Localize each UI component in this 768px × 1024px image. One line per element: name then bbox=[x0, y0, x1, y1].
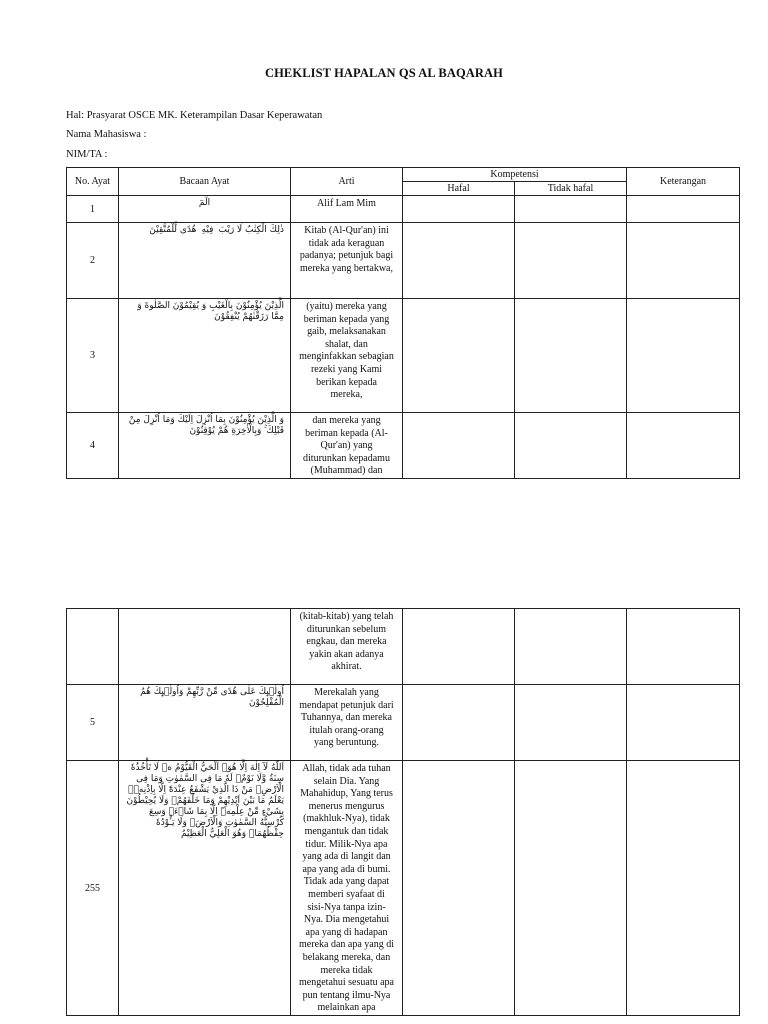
header-bacaan-ayat: Bacaan Ayat bbox=[119, 168, 291, 196]
tidak-hafal-cell[interactable] bbox=[515, 196, 627, 223]
table-row bbox=[67, 413, 740, 479]
nim-ta-label: NIM/TA : bbox=[66, 149, 108, 160]
ayat-number: 2 bbox=[67, 223, 119, 299]
header-arti: Arti bbox=[291, 168, 403, 196]
table-row bbox=[67, 761, 740, 1016]
translation-text: Merekalah yang mendapat petunjuk dari Tuhannya, dan mereka itulah orang-orang yang beruntung. bbox=[291, 685, 403, 761]
hafal-cell[interactable] bbox=[403, 685, 515, 761]
tidak-hafal-cell[interactable] bbox=[515, 223, 627, 299]
arabic-text: اَللّٰهُ لَآ اِلٰهَ اِلَّا هُوَۚ اَلْحَيُّ الْقَيُّوْمُ ەۚ لَا تَأْخُذُهٗ سِنَةٌ وَّلَا نَوْمٌۗ لَهٗ مَا فِى السَّمٰوٰتِ وَمَا فِى الْاَرْضِۗ مَنْ ذَا الَّذِيْ يَشْفَعُ عِنْدَهٗٓ اِلَّا بِاِذْنِهٖۗ يَعْلَمُ مَا بَيْنَ اَيْدِيْهِمْ وَمَا خَلْفَهُمْۚ وَلَا يُحِيْطُوْنَ بِشَيْءٍ مِّنْ عِلْمِهٖٓ اِلَّا بِمَا شَاۤءَۚ وَسِعَ كُرْسِيُّهُ السَّمٰوٰتِ وَالْاَرْضَۚ وَلَا يَـُٔوْدُهٗ حِفْظُهُمَاۚ وَهُوَ الْعَلِيُّ الْعَظِيْمُ bbox=[119, 761, 291, 1016]
hafal-cell[interactable] bbox=[403, 761, 515, 1016]
keterangan-cell[interactable] bbox=[627, 413, 740, 479]
table-row bbox=[67, 299, 740, 413]
table-row bbox=[67, 685, 740, 761]
keterangan-cell[interactable] bbox=[627, 685, 740, 761]
hal-line: Hal: Prasyarat OSCE MK. Keterampilan Dasar Keperawatan bbox=[66, 110, 323, 121]
arabic-text: وَ الَّذِيْنَ يُؤْمِنُوْنَ بِمَا اُنْزِلَ اِلَيْكَ وَمَا اُنْزِلَ مِنْ قَبْلِكَ ۚ وَبِالْاٰخِرَةِ هُمْ يُوْقِنُوْنَ bbox=[119, 413, 291, 479]
checklist-table-page-1 bbox=[66, 167, 740, 479]
table-row bbox=[67, 196, 740, 223]
arabic-text bbox=[119, 609, 291, 685]
arabic-text: الَّذِيْنَ يُؤْمِنُوْنَ بِالْغَيْبِ وَ يُقِيْمُوْنَ الصَّلٰوةَ وَ مِمَّا رَزَقْنٰهُمْ يُنْفِقُوْنَ bbox=[119, 299, 291, 413]
header-tidak-hafal: Tidak hafal bbox=[515, 182, 627, 196]
translation-text: Alif Lam Mim bbox=[291, 196, 403, 223]
hafal-cell[interactable] bbox=[403, 299, 515, 413]
arabic-text: الٓمٓ bbox=[119, 196, 291, 223]
ayat-number: 4 bbox=[67, 413, 119, 479]
hafal-cell[interactable] bbox=[403, 609, 515, 685]
keterangan-cell[interactable] bbox=[627, 223, 740, 299]
header-kompetensi: Kompetensi bbox=[403, 168, 627, 182]
translation-text-clip: Allah, tidak ada tuhan selain Dia. Yang Mahahidup, Yang terus menerus mengurus (makhluk-Nya), tidak mengantuk dan tidak tidur. Milik-Nya apa yang ada di langit dan apa yang ada di bumi. Tidak ada yang dapat memberi syafaat di sisi-Nya tanpa izin-Nya. Dia mengetahui apa yang di hadapan mereka dan apa yang di belakang mereka, dan mereka tidak mengetahui sesuatu apa pun tentang ilmu-Nya melainkan apa bbox=[299, 763, 394, 1014]
ayat-number bbox=[67, 609, 119, 685]
document-title: CHEKLIST HAPALAN QS AL BAQARAH bbox=[264, 66, 503, 80]
tidak-hafal-cell[interactable] bbox=[515, 609, 627, 685]
ayat-number: 1 bbox=[67, 196, 119, 223]
nama-mahasiswa-label: Nama Mahasiswa : bbox=[66, 129, 147, 140]
translation-text: (kitab-kitab) yang telah diturunkan sebelum engkau, dan mereka yakin akan adanya akhirat. bbox=[291, 609, 403, 685]
checklist-table-page-2 bbox=[66, 608, 740, 1016]
hafal-cell[interactable] bbox=[403, 196, 515, 223]
tidak-hafal-cell[interactable] bbox=[515, 761, 627, 1016]
translation-text bbox=[291, 413, 403, 479]
translation-text bbox=[291, 761, 403, 1016]
hafal-cell[interactable] bbox=[403, 413, 515, 479]
tidak-hafal-cell[interactable] bbox=[515, 299, 627, 413]
translation-text: Kitab (Al-Qur'an) ini tidak ada keraguan padanya; petunjuk bagi mereka yang bertakwa, bbox=[291, 223, 403, 299]
tidak-hafal-cell[interactable] bbox=[515, 413, 627, 479]
translation-text-clip: dan mereka yang beriman kepada (Al-Qur'an) yang diturunkan kepadamu (Muhammad) dan bbox=[303, 415, 390, 476]
ayat-number: 5 bbox=[67, 685, 119, 761]
table-row bbox=[67, 609, 740, 685]
translation-text: (yaitu) mereka yang beriman kepada yang gaib, melaksanakan shalat, dan menginfakkan sebagian rezeki yang Kami berikan kepada mereka, bbox=[291, 299, 403, 413]
keterangan-cell[interactable] bbox=[627, 196, 740, 223]
table-row bbox=[67, 223, 740, 299]
header-hafal: Hafal bbox=[403, 182, 515, 196]
arabic-text: اُولٰۤىِٕكَ عَلٰى هُدًى مِّنْ رَّبِّهِمْ وَاُولٰۤىِٕكَ هُمُ الْمُفْلِحُوْنَ bbox=[119, 685, 291, 761]
header-keterangan: Keterangan bbox=[627, 168, 740, 196]
arabic-text: ذٰلِكَ الْكِتٰبُ لَا رَيْبَ ۛ فِيْهِ ۛ هُدًى لِّلْمُتَّقِيْنَ bbox=[119, 223, 291, 299]
header-no-ayat: No. Ayat bbox=[67, 168, 119, 196]
keterangan-cell[interactable] bbox=[627, 609, 740, 685]
keterangan-cell[interactable] bbox=[627, 299, 740, 413]
tidak-hafal-cell[interactable] bbox=[515, 685, 627, 761]
ayat-number: 255 bbox=[67, 761, 119, 1016]
ayat-number: 3 bbox=[67, 299, 119, 413]
keterangan-cell[interactable] bbox=[627, 761, 740, 1016]
hafal-cell[interactable] bbox=[403, 223, 515, 299]
